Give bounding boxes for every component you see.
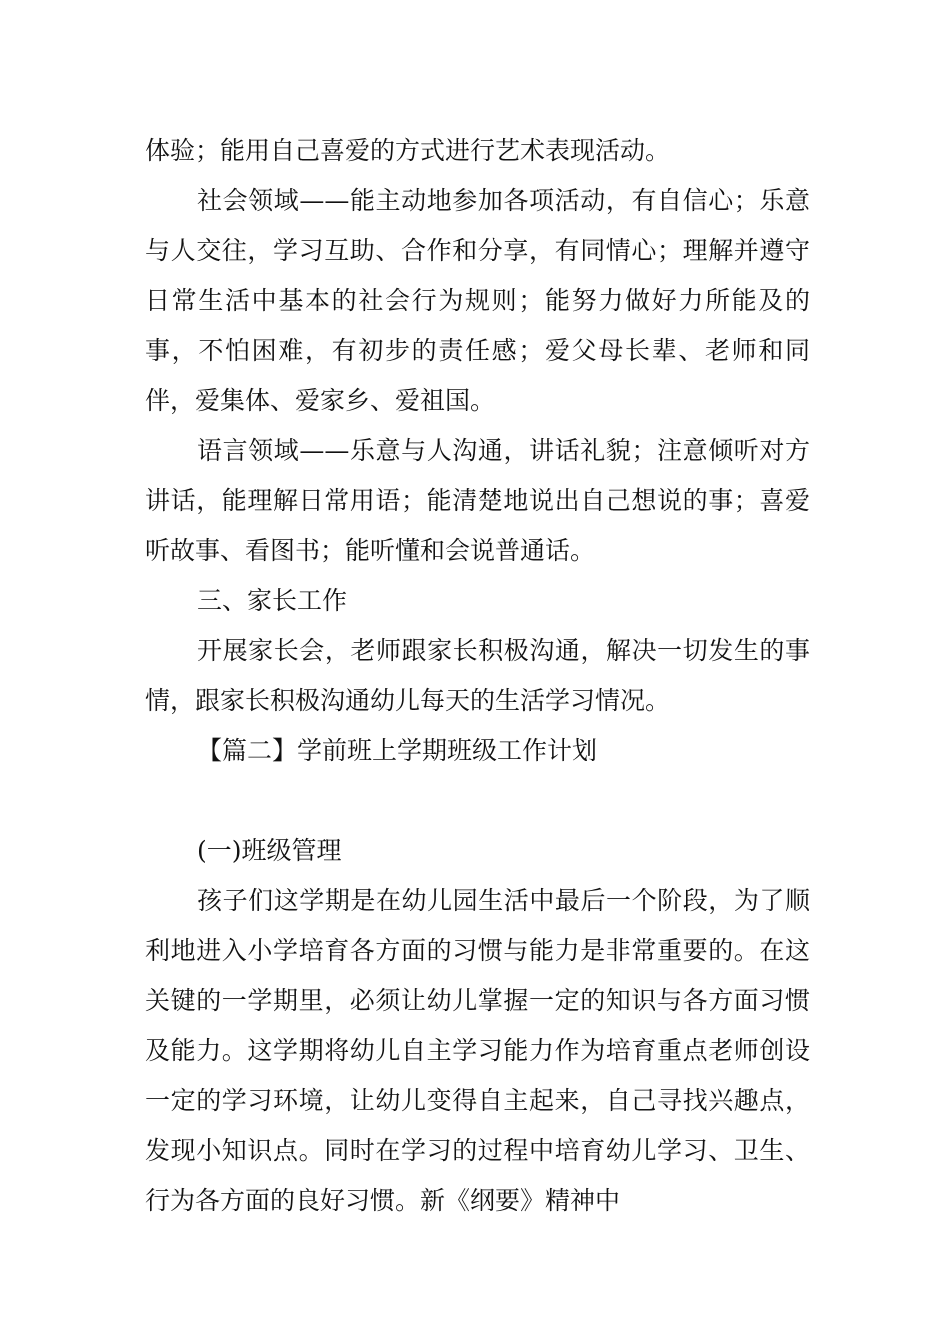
section-heading-parent-work: 三、家长工作 xyxy=(197,586,348,615)
section-heading-class-management: (一)班级管理 xyxy=(197,836,342,865)
paragraph-class-management: 孩子们这学期是在幼儿园生活中最后一个阶段，为了顺利地进入小学培育各方面的习惯与能力是非常重要的。在这关键的一学期里，必须让幼儿掌握一定的知识与各方面习惯及能力。这学期将幼儿自主学习能力作为培育重点老师创设一定的学习环境，让幼儿变得自主起来，自己寻找兴趣点，发现小知识点。同时在学习的过程中培育幼儿学习、卫生、行为各方面的良好习惯。新《纲要》精神中 xyxy=(145,886,810,1215)
paragraph-language-domain: 语言领域——乐意与人沟通，讲话礼貌；注意倾听对方讲话，能理解日常用语；能清楚地说出自己想说的事；喜爱听故事、看图书；能听懂和会说普通话。 xyxy=(145,436,810,565)
paragraph-art-continuation: 体验；能用自己喜爱的方式进行艺术表现活动。 xyxy=(145,136,671,165)
document-body xyxy=(145,126,810,1226)
paragraph-social-domain: 社会领域——能主动地参加各项活动，有自信心；乐意与人交往，学习互助、合作和分享，有同情心；理解并遵守日常生活中基本的社会行为规则；能努力做好力所能及的事，不怕困难，有初步的责任感；爱父母长辈、老师和同伴，爱集体、爱家乡、爱祖国。 xyxy=(145,186,810,415)
paragraph-parent-work: 开展家长会，老师跟家长积极沟通，解决一切发生的事情，跟家长积极沟通幼儿每天的生活学习情况。 xyxy=(145,636,810,715)
article-title-part-two: 【篇二】学前班上学期班级工作计划 xyxy=(197,736,598,765)
blank-line xyxy=(145,776,810,826)
